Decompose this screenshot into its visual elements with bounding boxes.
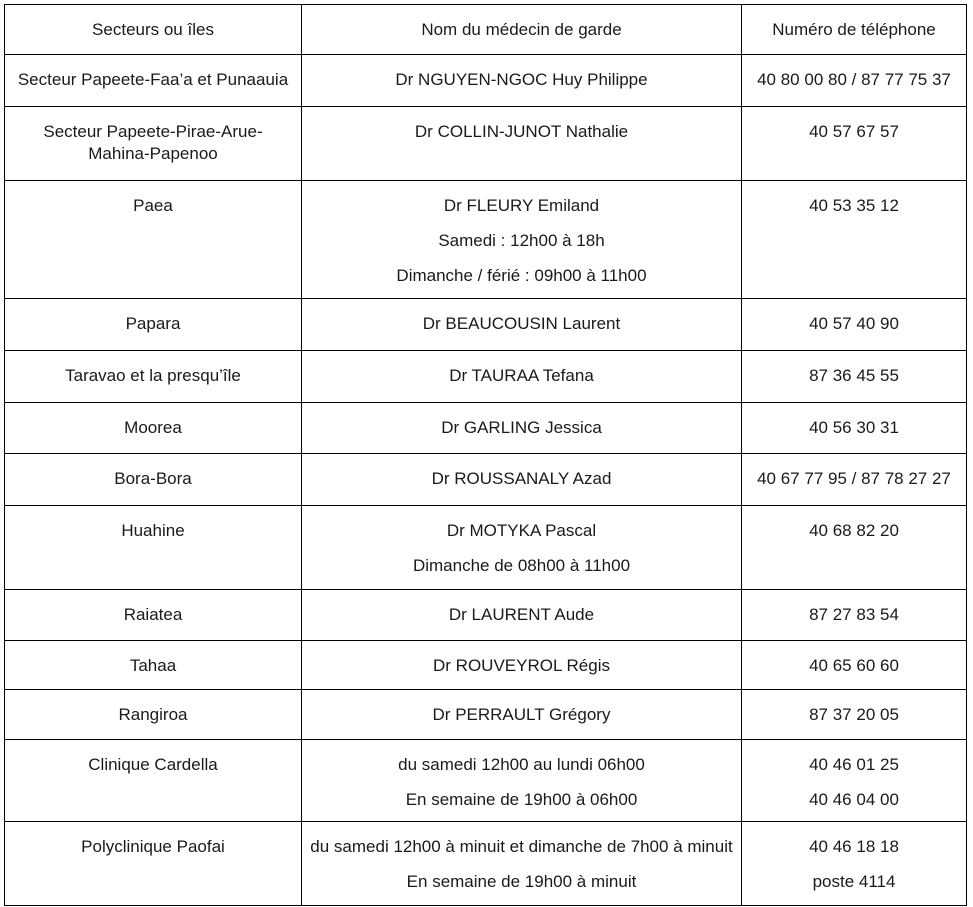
cell-doctor <box>302 107 742 181</box>
doctor-line: Dr LAURENT Aude <box>448 605 595 624</box>
cell-sector <box>5 403 302 454</box>
cell-sector <box>5 55 302 107</box>
doctor-line: Dr PERRAULT Grégory <box>432 705 611 724</box>
doctor-line: Dr TAURAA Tefana <box>449 366 594 385</box>
phone-line: poste 4114 <box>812 872 896 891</box>
cell-phone <box>742 590 967 641</box>
doctor-line: Dr ROUVEYROL Régis <box>433 656 610 675</box>
cell-sector <box>5 590 302 641</box>
phone-line: 40 65 60 60 <box>809 656 899 675</box>
sector-line: Taravao et la presqu’île <box>65 366 241 385</box>
sector-line: Paea <box>133 196 173 215</box>
cell-doctor <box>302 299 742 351</box>
doctor-line: En semaine de 19h00 à minuit <box>406 872 637 891</box>
cell-sector <box>5 299 302 351</box>
phone-line: 40 46 04 00 <box>809 790 899 809</box>
sector-line: Rangiroa <box>118 705 188 724</box>
cell-doctor <box>302 181 742 299</box>
cell-sector <box>5 641 302 690</box>
doctor-line: Samedi : 12h00 à 18h <box>438 231 605 250</box>
doctor-line: du samedi 12h00 à minuit et dimanche de 7h00 à minuit <box>310 837 733 856</box>
table-row <box>5 403 967 454</box>
cell-doctor <box>302 740 742 822</box>
table-row <box>5 351 967 403</box>
cell-phone <box>742 403 967 454</box>
phone-line: 40 46 01 25 <box>809 755 899 774</box>
sector-line: Polyclinique Paofai <box>81 837 225 856</box>
cell-phone <box>742 690 967 740</box>
sector-line: Tahaa <box>129 656 177 675</box>
sector-line: Bora-Bora <box>114 469 192 488</box>
cell-phone <box>742 506 967 590</box>
cell-sector <box>5 107 302 181</box>
phone-line: 40 57 67 57 <box>809 122 899 141</box>
table-row <box>5 299 967 351</box>
cell-doctor <box>302 590 742 641</box>
table-row <box>5 107 967 181</box>
doctor-line: Dimanche de 08h00 à 11h00 <box>412 556 631 575</box>
duty-doctors-table <box>4 4 967 906</box>
cell-doctor <box>302 506 742 590</box>
cell-doctor <box>302 690 742 740</box>
cell-phone <box>742 740 967 822</box>
table-body <box>5 55 967 906</box>
cell-phone <box>742 107 967 181</box>
phone-line: 87 37 20 05 <box>809 705 899 724</box>
sector-line: Secteur Papeete-Pirae-Arue-Mahina-Papenoo <box>43 122 263 163</box>
phone-line: 40 46 18 18 <box>809 837 899 856</box>
header-doctor: Nom du médecin de garde <box>302 5 742 55</box>
table-row <box>5 740 967 822</box>
cell-doctor <box>302 55 742 107</box>
cell-phone <box>742 641 967 690</box>
doctor-line: du samedi 12h00 au lundi 06h00 <box>398 755 645 774</box>
cell-doctor <box>302 822 742 906</box>
cell-sector <box>5 690 302 740</box>
doctor-line: Dr GARLING Jessica <box>441 418 602 437</box>
cell-phone <box>742 181 967 299</box>
cell-phone <box>742 822 967 906</box>
cell-phone <box>742 351 967 403</box>
sector-line: Papara <box>125 314 181 333</box>
phone-line: 87 36 45 55 <box>809 366 899 385</box>
doctor-line: Dr BEAUCOUSIN Laurent <box>422 314 621 333</box>
table-row <box>5 641 967 690</box>
phone-line: 40 56 30 31 <box>809 418 899 437</box>
sector-line: Raiatea <box>123 605 183 624</box>
phone-line: 87 27 83 54 <box>809 605 899 624</box>
table-row <box>5 454 967 506</box>
sector-line: Moorea <box>124 418 182 437</box>
table-row <box>5 55 967 107</box>
header-sector: Secteurs ou îles <box>5 5 302 55</box>
phone-line: 40 67 77 95 / 87 78 27 27 <box>757 469 951 488</box>
cell-sector <box>5 740 302 822</box>
cell-sector <box>5 506 302 590</box>
cell-sector <box>5 822 302 906</box>
cell-sector <box>5 181 302 299</box>
doctor-line: Dr COLLIN-JUNOT Nathalie <box>414 122 629 141</box>
cell-sector <box>5 351 302 403</box>
cell-phone <box>742 299 967 351</box>
cell-doctor <box>302 641 742 690</box>
table-row <box>5 181 967 299</box>
sector-line: Secteur Papeete-Faa’a et Punaauia <box>17 70 289 89</box>
cell-phone <box>742 55 967 107</box>
doctor-line: Dr ROUSSANALY Azad <box>431 469 612 488</box>
phone-line: 40 53 35 12 <box>809 196 899 215</box>
doctor-line: En semaine de 19h00 à 06h00 <box>405 790 638 809</box>
sector-line: Clinique Cardella <box>88 755 218 774</box>
cell-doctor <box>302 454 742 506</box>
cell-doctor <box>302 403 742 454</box>
cell-doctor <box>302 351 742 403</box>
phone-line: 40 57 40 90 <box>809 314 899 333</box>
doctor-line: Dr MOTYKA Pascal <box>446 521 597 540</box>
table-row <box>5 506 967 590</box>
sector-line: Huahine <box>121 521 185 540</box>
phone-line: 40 68 82 20 <box>809 521 899 540</box>
cell-sector <box>5 454 302 506</box>
table-row <box>5 590 967 641</box>
table-row <box>5 690 967 740</box>
table-row <box>5 822 967 906</box>
cell-phone <box>742 454 967 506</box>
phone-line: 40 80 00 80 / 87 77 75 37 <box>757 70 951 89</box>
table-header-row <box>5 5 967 55</box>
doctor-line: Dr FLEURY Emiland <box>443 196 600 215</box>
doctor-line: Dr NGUYEN-NGOC Huy Philippe <box>395 70 648 89</box>
doctor-line: Dimanche / férié : 09h00 à 11h00 <box>396 266 647 285</box>
header-phone: Numéro de téléphone <box>742 5 967 55</box>
